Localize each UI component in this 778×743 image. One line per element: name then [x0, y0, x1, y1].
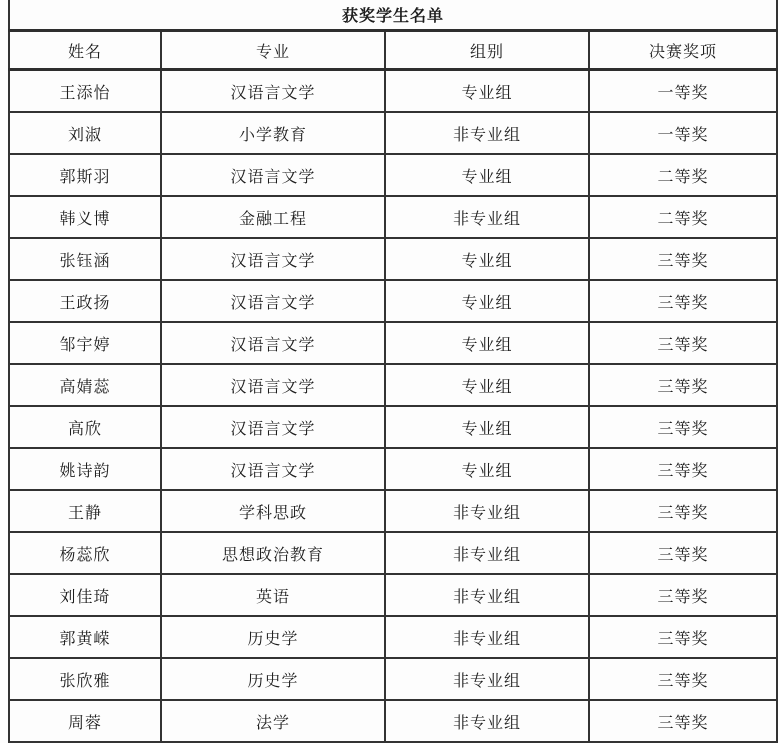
cell-group: 专业组 — [385, 322, 589, 364]
table-row — [9, 700, 777, 742]
cell-name: 韩义博 — [9, 196, 161, 238]
table-row — [9, 154, 777, 196]
table-row — [9, 280, 777, 322]
table-row — [9, 616, 777, 658]
cell-group: 专业组 — [385, 364, 589, 406]
cell-major: 法学 — [161, 700, 385, 742]
cell-name: 姚诗韵 — [9, 448, 161, 490]
table-row — [9, 406, 777, 448]
table-title: 获奖学生名单 — [9, 0, 777, 31]
cell-name: 王添怡 — [9, 70, 161, 113]
cell-name: 邹宇婷 — [9, 322, 161, 364]
table-row — [9, 364, 777, 406]
cell-group: 专业组 — [385, 406, 589, 448]
cell-major: 金融工程 — [161, 196, 385, 238]
cell-major: 汉语言文学 — [161, 406, 385, 448]
cell-name: 杨蕊欣 — [9, 532, 161, 574]
cell-award: 三等奖 — [589, 238, 777, 280]
cell-name: 张欣雅 — [9, 658, 161, 700]
cell-group: 专业组 — [385, 154, 589, 196]
cell-major: 历史学 — [161, 616, 385, 658]
cell-major: 学科思政 — [161, 490, 385, 532]
cell-major: 小学教育 — [161, 112, 385, 154]
cell-major: 汉语言文学 — [161, 280, 385, 322]
cell-name: 刘佳琦 — [9, 574, 161, 616]
cell-award: 三等奖 — [589, 658, 777, 700]
table-row — [9, 532, 777, 574]
cell-award: 三等奖 — [589, 322, 777, 364]
column-header-award: 决赛奖项 — [589, 31, 777, 70]
cell-major: 汉语言文学 — [161, 322, 385, 364]
cell-major: 汉语言文学 — [161, 448, 385, 490]
table-row — [9, 574, 777, 616]
column-header-group: 组别 — [385, 31, 589, 70]
cell-group: 非专业组 — [385, 196, 589, 238]
table-row — [9, 322, 777, 364]
cell-name: 周蓉 — [9, 700, 161, 742]
cell-award: 三等奖 — [589, 700, 777, 742]
table-header-row — [9, 31, 777, 70]
cell-group: 专业组 — [385, 238, 589, 280]
table-row — [9, 70, 777, 113]
cell-name: 张钰涵 — [9, 238, 161, 280]
cell-group: 非专业组 — [385, 490, 589, 532]
cell-major: 汉语言文学 — [161, 238, 385, 280]
cell-name: 王静 — [9, 490, 161, 532]
table-row — [9, 238, 777, 280]
cell-award: 三等奖 — [589, 364, 777, 406]
cell-award: 一等奖 — [589, 112, 777, 154]
cell-award: 三等奖 — [589, 574, 777, 616]
column-header-major: 专业 — [161, 31, 385, 70]
table-row — [9, 448, 777, 490]
cell-name: 刘淑 — [9, 112, 161, 154]
cell-name: 郭斯羽 — [9, 154, 161, 196]
cell-award: 三等奖 — [589, 406, 777, 448]
table-row — [9, 490, 777, 532]
cell-group: 非专业组 — [385, 616, 589, 658]
cell-group: 非专业组 — [385, 112, 589, 154]
cell-award: 三等奖 — [589, 448, 777, 490]
cell-name: 王政扬 — [9, 280, 161, 322]
awards-table — [8, 0, 778, 743]
column-header-name: 姓名 — [9, 31, 161, 70]
cell-group: 非专业组 — [385, 658, 589, 700]
cell-group: 非专业组 — [385, 700, 589, 742]
table-body — [9, 70, 777, 743]
table-title-row — [9, 0, 777, 31]
cell-major: 思想政治教育 — [161, 532, 385, 574]
cell-award: 三等奖 — [589, 490, 777, 532]
cell-major: 历史学 — [161, 658, 385, 700]
cell-group: 非专业组 — [385, 574, 589, 616]
cell-major: 汉语言文学 — [161, 70, 385, 113]
cell-major: 英语 — [161, 574, 385, 616]
table-row — [9, 658, 777, 700]
table-row — [9, 112, 777, 154]
table-row — [9, 196, 777, 238]
cell-award: 一等奖 — [589, 70, 777, 113]
cell-award: 二等奖 — [589, 154, 777, 196]
cell-group: 专业组 — [385, 70, 589, 113]
cell-name: 高婧蕊 — [9, 364, 161, 406]
cell-name: 郭黄嵘 — [9, 616, 161, 658]
cell-award: 三等奖 — [589, 616, 777, 658]
cell-name: 高欣 — [9, 406, 161, 448]
cell-major: 汉语言文学 — [161, 154, 385, 196]
cell-award: 三等奖 — [589, 280, 777, 322]
cell-award: 三等奖 — [589, 532, 777, 574]
cell-award: 二等奖 — [589, 196, 777, 238]
cell-group: 非专业组 — [385, 532, 589, 574]
cell-group: 专业组 — [385, 448, 589, 490]
cell-major: 汉语言文学 — [161, 364, 385, 406]
cell-group: 专业组 — [385, 280, 589, 322]
